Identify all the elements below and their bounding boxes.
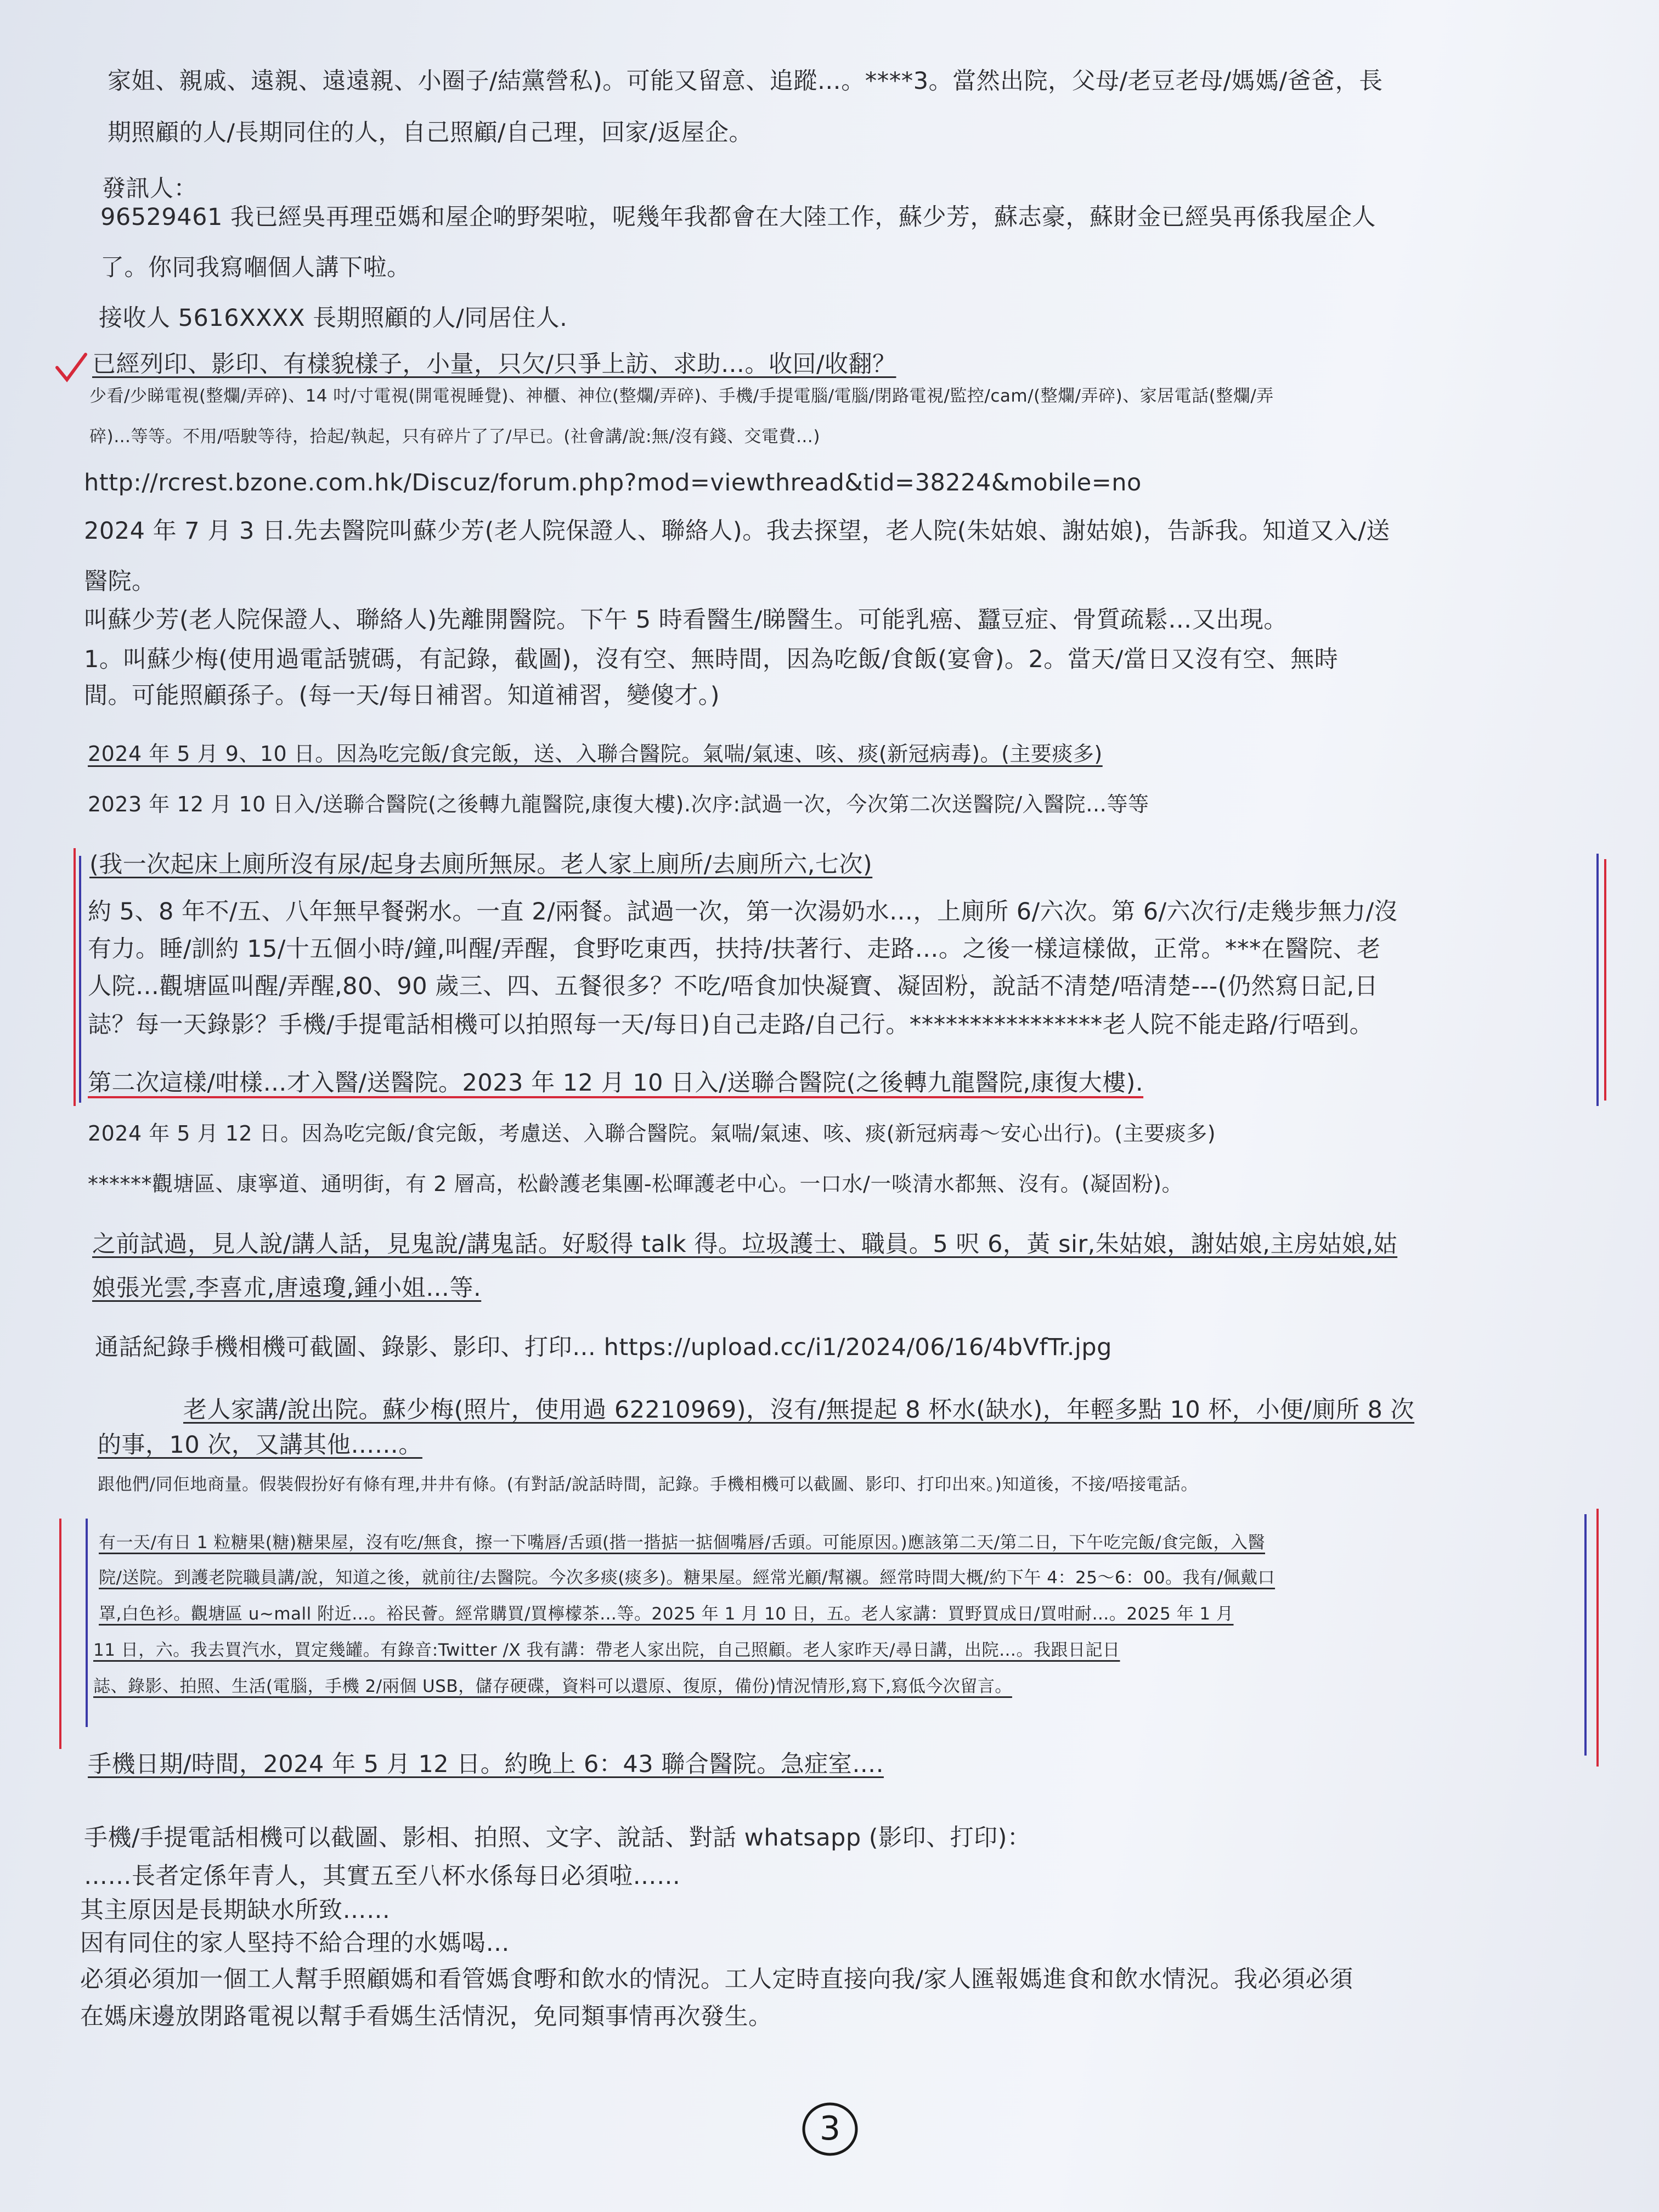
- text-line: 在媽床邊放閉路電視以幫手看媽生活情況，免同類事情再次發生。: [80, 2003, 772, 2030]
- page-number-circle: [800, 2099, 860, 2159]
- text-line: ……長者定係年青人，其實五至八杯水係每日必須啦……: [84, 1863, 681, 1890]
- text-line: (我一次起床上廁所沒有尿/起身去廁所無尿。老人家上廁所/去廁所六,七次): [89, 851, 873, 878]
- text-line: 老人家講/說出院。蘇少梅(照片，使用過 62210969)，沒有/無提起 8 杯水(缺水)，年輕多點 10 杯，小便/廁所 8 次: [183, 1396, 1415, 1424]
- text-line: 人院…觀塘區叫醒/弄醒,80、90 歲三、四、五餐很多？不吃/唔食加快凝寶、凝固粉，說話不清楚/唔清楚---(仍然寫日記,日: [88, 973, 1379, 1000]
- blue-margin-bracket: [1584, 1514, 1587, 1756]
- text-line: 已經列印、影印、有樣貌樣子，小量，只欠/只爭上訪、求助…。收回/收翻？: [92, 351, 896, 378]
- text-line: 其主原因是長期缺水所致……: [80, 1897, 391, 1924]
- text-line: 叫蘇少芳(老人院保證人、聯絡人)先離開醫院。下午 5 時看醫生/睇醫生。可能乳癌、蠶豆症、骨質疏鬆…又出現。: [84, 606, 1288, 634]
- red-margin-bracket: [1604, 859, 1606, 1101]
- text-line: 2024 年 7 月 3 日.先去醫院叫蘇少芳(老人院保證人、聯絡人)。我去探望，老人院(朱姑娘、謝姑娘)，告訴我。知道又入/送: [84, 517, 1390, 545]
- text-line: 發訊人：: [102, 175, 198, 202]
- text-line: 2024 年 5 月 12 日。因為吃完飯/食完飯，考慮送、入聯合醫院。氣喘/氣速、咳、痰(新冠病毒～安心出行)。(主要痰多): [88, 1121, 1216, 1146]
- blue-margin-bracket: [1596, 854, 1599, 1106]
- text-line: 96529461 我已經吳再理亞媽和屋企啲野架啦，呢幾年我都會在大陸工作，蘇少芳，蘇志豪，蘇財金已經吳再係我屋企人: [100, 204, 1376, 231]
- text-line: 的事，10 次，又講其他……。: [98, 1431, 422, 1459]
- text-line: 誌、錄影、拍照、生活(電腦，手機 2/兩個 USB，儲存硬碟，資料可以還原、復原，備份)情況情形,寫下,寫低今次留言。: [93, 1677, 1012, 1696]
- text-line: 2023 年 12 月 10 日入/送聯合醫院(之後轉九龍醫院,康復大樓).次序:試過一次，今次第二次送醫院/入醫院…等等: [88, 792, 1149, 816]
- text-line: 罩,白色衫。觀塘區 u~mall 附近…。裕民薈。經常購買/買檸檬茶…等。2025 年 1 月 10 日，五。老人家講：買野買成日/買咁耐…。2025 年 1 月: [99, 1604, 1234, 1624]
- text-line: 必須必須加一個工人幫手照顧媽和看管媽食嘢和飲水的情況。工人定時直接向我/家人匯報媽進食和飲水情況。我必須必須: [80, 1966, 1353, 1993]
- text-line: 期照顧的人/長期同住的人，自己照顧/自己理，回家/返屋企。: [108, 119, 753, 146]
- red-margin-bracket: [1596, 1509, 1599, 1767]
- text-line: ******觀塘區、康寧道、通明街，有 2 層高，松齡護老集團-松暉護老中心。一口水/一啖清水都無、沒有。(凝固粉)。: [88, 1172, 1183, 1196]
- text-line: 跟他們/同佢地商量。假裝假扮好有條有理,井井有條。(有對話/說話時間，記錄。手機相機可以截圖、影印、打印出來。)知道後，不接/唔接電話。: [98, 1475, 1198, 1494]
- text-line: 11 日，六。我去買汽水，買定幾罐。有錄音:Twitter /X 我有講：帶老人家出院，自己照顧。老人家昨天/尋日講，出院…。我跟日記日: [93, 1640, 1120, 1660]
- text-line: 因有同住的家人堅持不給合理的水媽喝…: [80, 1929, 510, 1957]
- text-line: 1。叫蘇少梅(使用過電話號碼，有記錄，截圖)，沒有空、無時間，因為吃飯/食飯(宴會)。2。當天/當日又沒有空、無時: [84, 646, 1339, 673]
- text-line: 手機日期/時間，2024 年 5 月 12 日。約晚上 6：43 聯合醫院。急症室….: [88, 1751, 884, 1778]
- url-link[interactable]: http://rcrest.bzone.com.hk/Discuz/forum.php?mod=viewthread&tid=38224&mobile=no: [84, 469, 1142, 496]
- red-margin-bracket: [59, 1519, 61, 1749]
- text-line: 約 5、8 年不/五、八年無早餐粥水。一直 2/兩餐。試過一次，第一次湯奶水…，上廁所 6/六次。第 6/六次行/走幾步無力/沒: [88, 898, 1398, 926]
- red-margin-bracket: [74, 848, 76, 1106]
- text-line: 間。可能照顧孫子。(每一天/每日補習。知道補習，變傻才。): [84, 682, 720, 709]
- text-line: 通話紀錄手機相機可截圖、錄影、影印、打印… https://upload.cc/i1/2024/06/16/4bVfTr.jpg: [95, 1334, 1112, 1361]
- text-line: 手機/手提電話相機可以截圖、影相、拍照、文字、說話、對話 whatsapp (影印、打印)：: [84, 1824, 1031, 1852]
- text-line: 娘張光雲,李喜朮,唐遠瓊,鍾小姐…等.: [92, 1274, 482, 1302]
- text-line: 有力。睡/訓約 15/十五個小時/鐘,叫醒/弄醒，食野吃東西，扶持/扶著行、走路…。之後一樣這樣做，正常。***在醫院、老: [88, 935, 1381, 963]
- text-line: 醫院。: [84, 568, 156, 595]
- text-line: 碎)…等等。不用/唔駛等待，拾起/執起，只有碎片了了/早已。(社會講/說:無/沒有錢、交電費…): [89, 427, 820, 447]
- text-line: 少看/少睇電視(整爛/弄碎)、14 吋/寸電視(開電視睡覺)、神櫃、神位(整爛/弄碎)、手機/手提電腦/電腦/閉路電視/監控/cam/(整爛/弄碎)、家居電話(整爛/弄: [89, 386, 1274, 406]
- text-line: 誌？每一天錄影？手機/手提電話相機可以拍照每一天/每日)自己走路/自己行。****************老人院不能走路/行唔到。: [88, 1011, 1374, 1039]
- red-checkmark-icon: [55, 352, 88, 385]
- text-line: 了。你同我寫嗰個人講下啦。: [100, 254, 411, 281]
- text-line: 2024 年 5 月 9、10 日。因為吃完飯/食完飯，送、入聯合醫院。氣喘/氣速、咳、痰(新冠病毒)。(主要痰多): [88, 742, 1103, 766]
- text-line: 有一天/有日 1 粒糖果(糖)糖果屋，沒有吃/無食，擦一下嘴唇/舌頭(揩一揩掂一掂個嘴唇/舌頭。可能原因。)應該第二天/第二日，下午吃完飯/食完飯，入醫: [99, 1533, 1265, 1553]
- text-line: 第二次這樣/咁樣…才入醫/送醫院。2023 年 12 月 10 日入/送聯合醫院(之後轉九龍醫院,康復大樓).: [88, 1069, 1144, 1097]
- text-line: 接收人 5616XXXX 長期照顧的人/同居住人.: [99, 304, 568, 332]
- blue-margin-bracket: [79, 856, 81, 1103]
- page-number: 3: [819, 2109, 841, 2148]
- text-line: 家姐、親戚、遠親、遠遠親、小圈子/結黨營私)。可能又留意、追蹤…。****3。當然出院，父母/老豆老母/媽媽/爸爸，長: [108, 67, 1383, 95]
- text-line: 之前試過，見人說/講人話，見鬼說/講鬼話。好駁得 talk 得。垃圾護士、職員。5 呎 6，黃 sir,朱姑娘，謝姑娘,主房姑娘,姑: [92, 1231, 1398, 1258]
- blue-margin-bracket: [86, 1519, 88, 1727]
- text-line: 院/送院。到護老院職員講/說，知道之後，就前往/去醫院。今次多痰(痰多)。糖果屋。經常光顧/幫襯。經常時間大概/約下午 4：25～6：00。我有/佩戴口: [99, 1568, 1276, 1588]
